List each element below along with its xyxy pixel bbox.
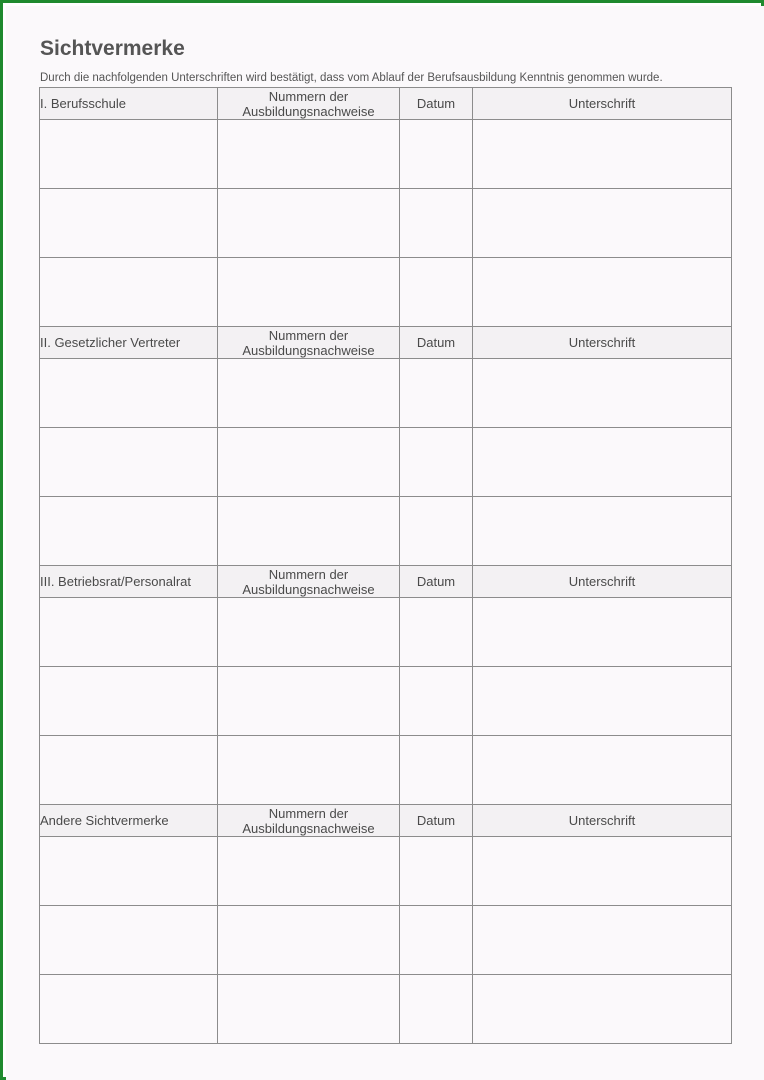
signature-column-header: Unterschrift: [473, 88, 732, 120]
table-row: [40, 189, 732, 258]
signature-cell[interactable]: [473, 189, 732, 258]
table-row: [40, 667, 732, 736]
date-cell[interactable]: [400, 497, 473, 566]
number-column-header: [218, 327, 400, 359]
number-cell[interactable]: [218, 359, 400, 428]
number-cell[interactable]: [218, 906, 400, 975]
number-cell[interactable]: [218, 736, 400, 805]
number-cell[interactable]: [218, 189, 400, 258]
entry-cell[interactable]: [40, 258, 218, 327]
entry-cell[interactable]: [40, 736, 218, 805]
page-title: Sichtvermerke: [40, 37, 185, 60]
date-column-header: Datum: [400, 805, 473, 837]
number-cell[interactable]: [218, 428, 400, 497]
signature-cell[interactable]: [473, 837, 732, 906]
table-row: [40, 906, 732, 975]
table-row: [40, 736, 732, 805]
signature-cell[interactable]: [473, 736, 732, 805]
entry-cell[interactable]: [40, 359, 218, 428]
table-row: [40, 359, 732, 428]
entry-cell[interactable]: [40, 189, 218, 258]
section-label: Andere Sichtvermerke: [40, 805, 218, 837]
date-column-header: Datum: [400, 566, 473, 598]
number-header-line1: Nummern der: [268, 88, 349, 104]
signature-cell[interactable]: [473, 428, 732, 497]
number-header-line1: Nummern der: [268, 566, 349, 582]
section-header-berufsschule: [40, 88, 732, 120]
number-cell[interactable]: [218, 667, 400, 736]
section-header-betriebsrat: [40, 566, 732, 598]
date-column-header: Datum: [400, 327, 473, 359]
date-cell[interactable]: [400, 667, 473, 736]
date-cell[interactable]: [400, 736, 473, 805]
date-cell[interactable]: [400, 598, 473, 667]
signature-cell[interactable]: [473, 258, 732, 327]
signature-cell[interactable]: [473, 667, 732, 736]
signature-column-header: Unterschrift: [473, 327, 732, 359]
signature-table: [39, 87, 732, 1044]
date-cell[interactable]: [400, 258, 473, 327]
number-header-line2: Ausbildungsnachweise: [242, 581, 375, 597]
date-cell[interactable]: [400, 120, 473, 189]
section-header-andere-sichtvermerke: [40, 805, 732, 837]
number-header-line2: Ausbildungsnachweise: [242, 820, 375, 836]
entry-cell[interactable]: [40, 837, 218, 906]
number-column-header: [218, 805, 400, 837]
number-cell[interactable]: [218, 497, 400, 566]
entry-cell[interactable]: [40, 428, 218, 497]
signature-column-header: Unterschrift: [473, 566, 732, 598]
table-row: [40, 598, 732, 667]
signature-cell[interactable]: [473, 359, 732, 428]
entry-cell[interactable]: [40, 120, 218, 189]
section-label: III. Betriebsrat/Personalrat: [40, 566, 218, 598]
table-row: [40, 120, 732, 189]
section-label: I. Berufsschule: [40, 88, 218, 120]
signature-cell[interactable]: [473, 497, 732, 566]
document-page: [6, 6, 764, 1080]
number-header-line2: Ausbildungsnachweise: [242, 103, 375, 119]
table-row: [40, 975, 732, 1044]
date-cell[interactable]: [400, 189, 473, 258]
table-row: [40, 258, 732, 327]
number-column-header: [218, 88, 400, 120]
section-label: II. Gesetzlicher Vertreter: [40, 327, 218, 359]
number-header-line1: Nummern der: [268, 805, 349, 821]
table-row: [40, 837, 732, 906]
signature-cell[interactable]: [473, 975, 732, 1044]
table-row: [40, 497, 732, 566]
entry-cell[interactable]: [40, 667, 218, 736]
entry-cell[interactable]: [40, 598, 218, 667]
section-header-gesetzlicher-vertreter: [40, 327, 732, 359]
signature-column-header: Unterschrift: [473, 805, 732, 837]
entry-cell[interactable]: [40, 497, 218, 566]
date-cell[interactable]: [400, 906, 473, 975]
entry-cell[interactable]: [40, 975, 218, 1044]
date-cell[interactable]: [400, 428, 473, 497]
signature-cell[interactable]: [473, 120, 732, 189]
entry-cell[interactable]: [40, 906, 218, 975]
number-cell[interactable]: [218, 258, 400, 327]
number-header-line1: Nummern der: [268, 327, 349, 343]
number-cell[interactable]: [218, 975, 400, 1044]
intro-text: Durch die nachfolgenden Unterschriften wird bestätigt, dass vom Ablauf der Berufsausbildung Kenntnis genommen wurde.: [40, 72, 663, 84]
number-cell[interactable]: [218, 837, 400, 906]
number-cell[interactable]: [218, 598, 400, 667]
signature-cell[interactable]: [473, 906, 732, 975]
date-cell[interactable]: [400, 359, 473, 428]
number-column-header: [218, 566, 400, 598]
table-row: [40, 428, 732, 497]
number-header-line2: Ausbildungsnachweise: [242, 342, 375, 358]
date-column-header: Datum: [400, 88, 473, 120]
date-cell[interactable]: [400, 837, 473, 906]
date-cell[interactable]: [400, 975, 473, 1044]
signature-cell[interactable]: [473, 598, 732, 667]
number-cell[interactable]: [218, 120, 400, 189]
